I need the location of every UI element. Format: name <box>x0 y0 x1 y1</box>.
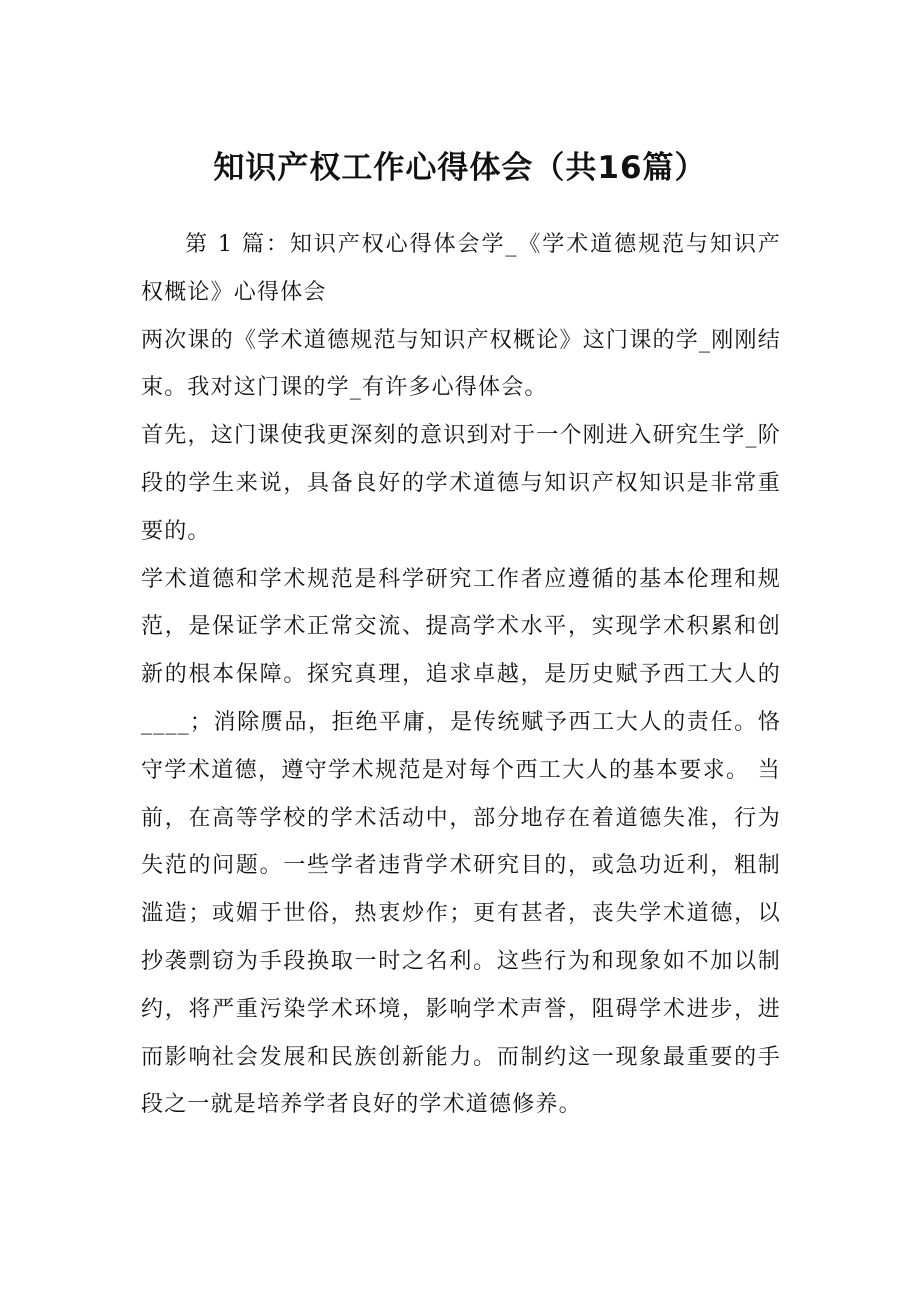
paragraph-chapter-heading: 第 1 篇：知识产权心得体会学_《学术道德规范与知识产权概论》心得体会 <box>141 232 781 305</box>
paragraph: 两次课的《学术道德规范与知识产权概论》这门课的学_刚刚结束。我对这门课的学_有许多心得体会。 <box>141 327 781 401</box>
paragraph: 首先，这门课使我更深刻的意识到对于一个刚进入研究生学_阶段的学生来说，具备良好的学术道德与知识产权知识是非常重要的。 <box>141 423 781 544</box>
paragraph: 学术道德和学术规范是科学研究工作者应遵循的基本伦理和规范，是保证学术正常交流、提高学术水平，实现学术积累和创新的根本保障。探究真理，追求卓越，是历史赋予西工大人的____；消除赝品，拒绝平庸，是传统赋予西工大人的责任。恪守学术道德，遵守学术规范是对每个西工大人的基本要求。 当前，在高等学校的学术活动中，部分地存在着道德失准，行为失范的问题。一些学者违背学术研究目的，或急功近利，粗制滥造；或媚于世俗，热衷炒作；更有甚者，丧失学术道德，以抄袭剽窃为手段换取一时之名利。这些行为和现象如不加以制约，将严重污染学术环境，影响学术声誉，阻碍学术进步，进而影响社会发展和民族创新能力。而制约这一现象最重要的手段之一就是培养学者良好的学术道德修养。 <box>141 566 781 1118</box>
document-body <box>141 221 781 1129</box>
document-title: 知识产权工作心得体会（共16篇） <box>213 150 707 186</box>
